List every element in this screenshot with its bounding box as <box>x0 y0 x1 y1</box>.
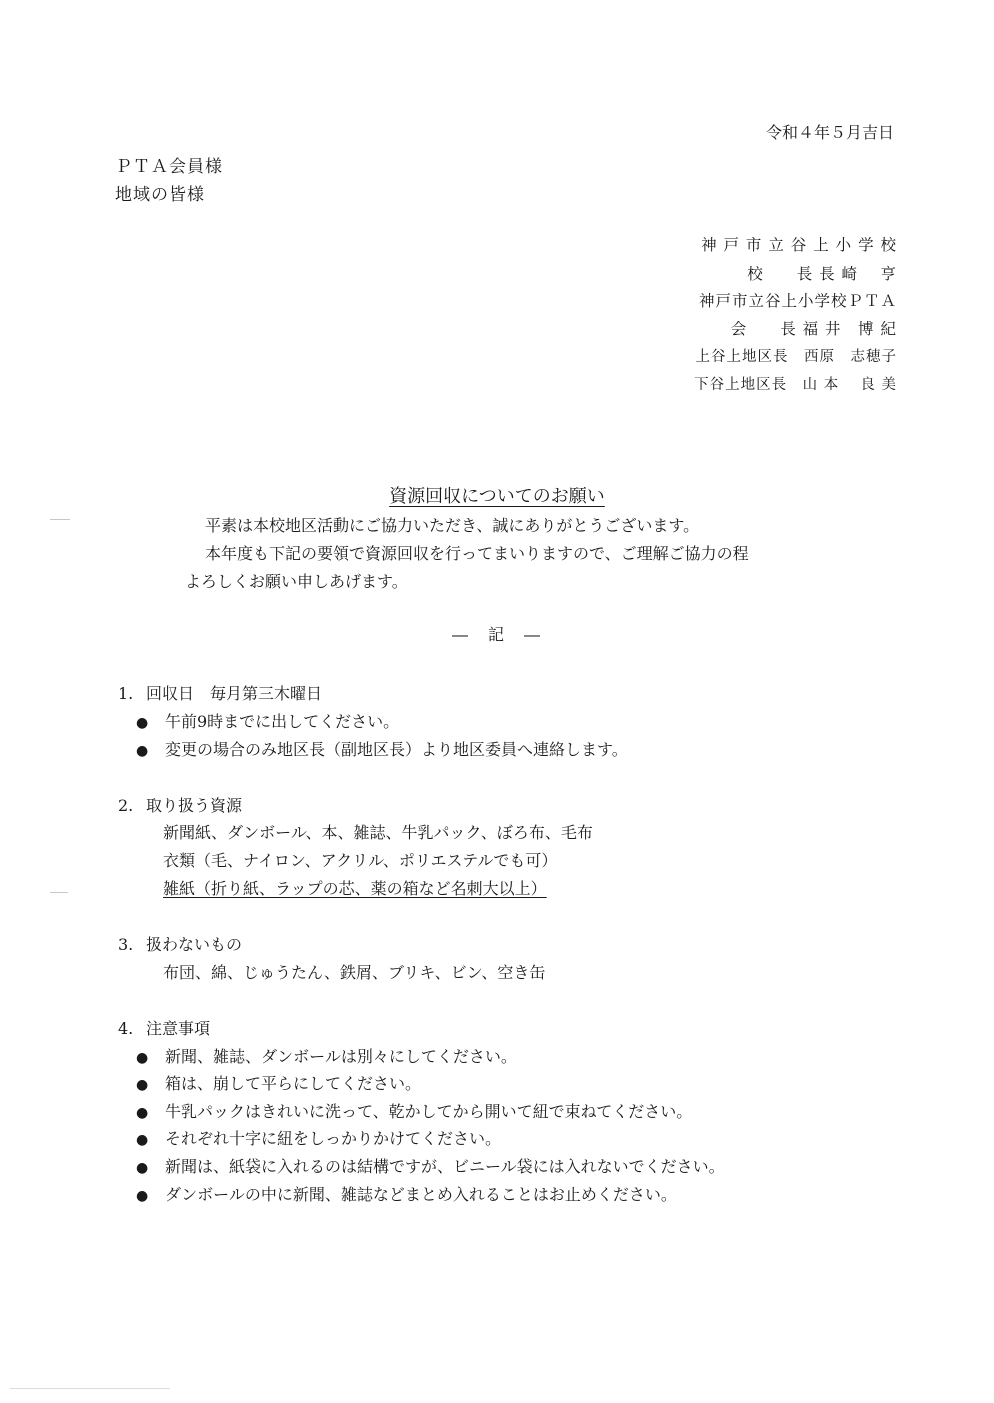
addressee-pta: ＰＴＡ会員様 <box>115 157 223 177</box>
bullet-item: ● 新聞、雑誌、ダンボールは別々にしてください。 <box>136 1047 517 1066</box>
signatory-kamitanigami-leader: 上谷上地区長 西原 志穂子 <box>695 349 897 365</box>
resource-item: 衣類（毛、ナイロン、アクリル、ポリエステルでも可） <box>163 851 558 870</box>
signatory-pta: 神戸市立谷上小学校ＰＴＡ <box>698 292 897 310</box>
section-1-heading <box>118 681 322 704</box>
bullet-icon: ● <box>136 715 149 731</box>
scan-speck <box>10 1388 170 1389</box>
intro-line-3: よろしくお願い申しあげます。 <box>185 572 408 591</box>
section-4-heading <box>118 1016 210 1039</box>
bullet-item: ● 新聞は、紙袋に入れるのは結構ですが、ビニール袋には入れないでください。 <box>136 1157 725 1176</box>
bullet-item: ● それぞれ十字に紐をしっかりかけてください。 <box>136 1129 502 1148</box>
bullet-item: ● 午前9時までに出してください。 <box>136 712 400 731</box>
resource-item: 雑紙（折り紙、ラップの芯、薬の箱など名刺大以上） <box>163 879 547 898</box>
resource-item: 新聞紙、ダンボール、本、雑誌、牛乳パック、ぼろ布、毛布 <box>163 823 593 842</box>
section-number: 2. <box>118 796 134 815</box>
bullet-icon: ● <box>136 1132 149 1148</box>
document-title: 資源回収についてのお願い <box>389 486 605 507</box>
section-label: 回収日 毎月第三木曜日 <box>146 684 323 703</box>
excluded-item: 布団、綿、じゅうたん、鉄屑、ブリキ、ビン、空き缶 <box>163 963 546 982</box>
section-number: 1. <box>118 684 134 703</box>
section-2-heading <box>118 793 242 816</box>
bullet-icon: ● <box>136 1077 149 1093</box>
section-label: 注意事項 <box>146 1019 211 1038</box>
bullet-item: ● 箱は、崩して平らにしてください。 <box>136 1074 422 1093</box>
intro-line-2: 本年度も下記の要領で資源回収を行ってまいりますので、ご理解ご協力の程 <box>205 544 749 563</box>
bullet-icon: ● <box>136 743 149 759</box>
letter-date: 令和４年５月吉日 <box>765 123 894 142</box>
section-3-heading <box>118 932 242 955</box>
section-label: 取り扱う資源 <box>146 796 243 815</box>
bullet-item: ● 変更の場合のみ地区長（副地区長）より地区委員へ連絡します。 <box>136 740 628 759</box>
bullet-item: ● ダンボールの中に新聞、雑誌などまとめ入れることはお止めください。 <box>136 1185 677 1204</box>
addressee-community: 地域の皆様 <box>115 185 205 205</box>
bullet-icon: ● <box>136 1050 149 1066</box>
scan-speck <box>50 519 70 520</box>
section-number: 3. <box>118 935 134 954</box>
signatory-school: 神 戸 市 立 谷 上 小 学 校 <box>701 236 897 254</box>
signatory-shimotanigami-leader: 下谷上地区長 山 本 良 美 <box>694 377 897 393</box>
bullet-item: ● 牛乳パックはきれいに洗って、乾かしてから開いて紐で束ねてください。 <box>136 1102 693 1121</box>
intro-line-1: 平素は本校地区活動にご協力いただき、誠にありがとうございます。 <box>205 516 700 535</box>
bullet-icon: ● <box>136 1160 149 1176</box>
bullet-icon: ● <box>136 1188 149 1204</box>
scan-speck <box>50 892 68 893</box>
section-number: 4. <box>118 1019 134 1038</box>
bullet-icon: ● <box>136 1105 149 1121</box>
ki-heading: ― 記 ― <box>451 625 542 644</box>
signatory-pta-president: 会 長 福 井 博 紀 <box>730 320 897 338</box>
section-label: 扱わないもの <box>146 935 243 954</box>
signatory-principal: 校 長 長 崎 亨 <box>747 265 897 283</box>
